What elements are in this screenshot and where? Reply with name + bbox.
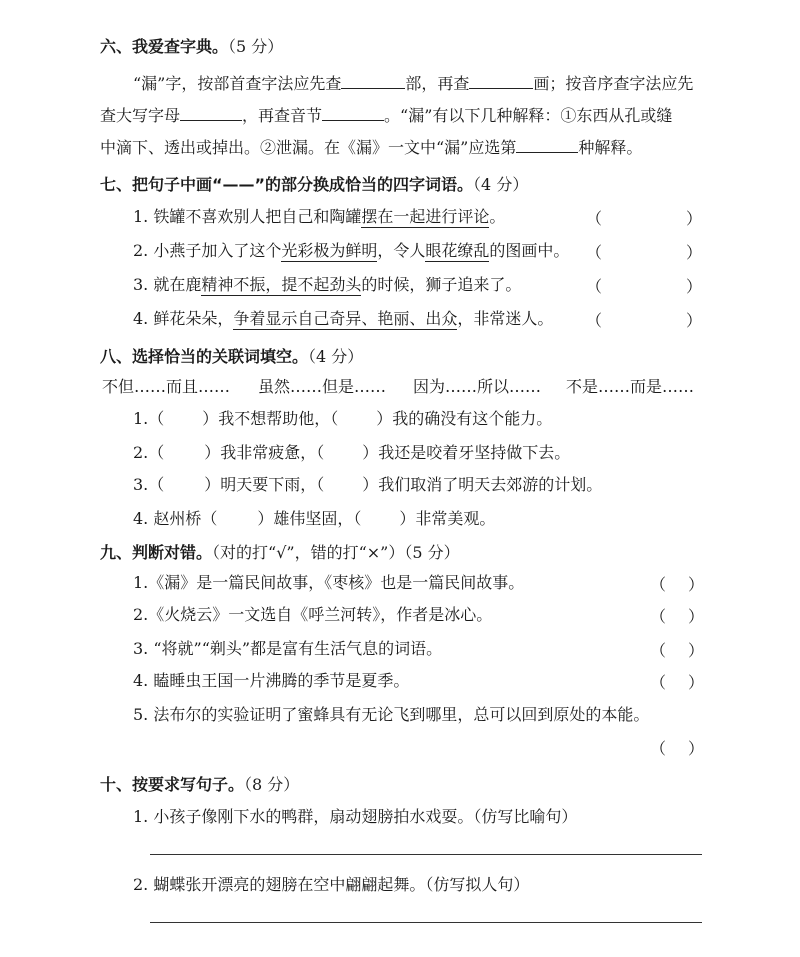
text: ，令人	[377, 241, 426, 260]
section-7-item-3	[133, 274, 521, 296]
section-7-item-2	[133, 240, 569, 262]
text: 3. 就在鹿	[133, 275, 202, 294]
section-9-item-4: 4. 瞌睡虫王国一片沸腾的季节是夏季。	[133, 671, 410, 690]
answer-slot-9-3[interactable]	[666, 640, 688, 658]
text: 1. 铁罐不喜欢别人把自己和陶罐	[133, 207, 362, 226]
answer-paren-close: ）	[686, 311, 703, 330]
section-10-item-2: 2. 蝴蝶张开漂亮的翅膀在空中翩翩起舞。（仿写拟人句）	[133, 875, 530, 894]
conjunction-option: 不是……而是……	[566, 377, 695, 396]
answer-line[interactable]	[150, 854, 702, 855]
text: ）我的确没有这个能力。	[376, 409, 553, 428]
section-9-points: （对的打“√”，错的打“×”）（5 分）	[212, 543, 460, 562]
underlined-phrase: 光彩极为鲜明	[281, 241, 378, 260]
answer-slot-9-5[interactable]	[666, 738, 688, 756]
text: 的时候，狮子追来了。	[361, 275, 522, 294]
text: ）我不想帮助他，（	[202, 409, 339, 428]
blank-capital-letter[interactable]	[180, 104, 242, 121]
section-9-heading	[100, 540, 460, 563]
text: ，再查音节	[242, 106, 323, 125]
section-9-item-3: 3. “将就”“剃头”都是富有生活气息的词语。	[133, 639, 443, 658]
answer-paren-close: ）	[688, 575, 705, 594]
text: 2. 小燕子加入了这个	[133, 241, 282, 260]
section-10-item-1: 1. 小孩子像刚下水的鸭群，扇动翅膀拍水戏耍。（仿写比喻句）	[133, 807, 578, 826]
section-6-line-1	[133, 72, 693, 95]
section-6-heading	[100, 34, 283, 57]
section-10-title: 十、按要求写句子。	[100, 775, 245, 794]
underlined-phrase: 争着显示自己奇异、艳丽、出众	[233, 309, 458, 328]
text: ）雄伟坚固，（	[257, 509, 362, 528]
text: 中滴下、透出或掉出。②泄漏。在《漏》一文中“漏”应选第	[100, 138, 517, 157]
answer-paren-open: （	[586, 277, 603, 296]
text: 的图画中。	[489, 241, 570, 260]
text: ）我们取消了明天去郊游的计划。	[362, 475, 603, 494]
section-8-item-1	[133, 408, 552, 430]
section-7-points: （4 分）	[473, 175, 529, 194]
answer-slot-7-1[interactable]	[604, 208, 684, 226]
text: ）我还是咬着牙坚持做下去。	[362, 443, 571, 462]
text: 1.（	[133, 409, 165, 428]
text: 画；按音序查字法应先	[533, 74, 694, 93]
answer-paren-close: ）	[686, 209, 703, 228]
answer-paren-close: ）	[688, 673, 705, 692]
text: 2.（	[133, 443, 165, 462]
answer-slot-9-1[interactable]	[666, 574, 688, 592]
answer-paren-close: ）	[686, 277, 703, 296]
answer-paren-open: （	[650, 673, 667, 692]
text: 4. 赵州桥（	[133, 509, 218, 528]
section-8-item-4	[133, 508, 495, 530]
section-9-item-5: 5. 法布尔的实验证明了蜜蜂具有无论飞到哪里，总可以回到原处的本能。	[133, 705, 650, 724]
blank-meaning-number[interactable]	[516, 136, 578, 153]
section-9-item-2: 2.《火烧云》一文选自《呼兰河转》，作者是冰心。	[133, 605, 493, 624]
underlined-phrase: 精神不振，提不起劲头	[201, 275, 362, 294]
answer-slot-7-4[interactable]	[604, 310, 684, 328]
section-8-item-3	[133, 474, 602, 496]
section-7-item-1	[133, 206, 505, 228]
section-8-points: （4 分）	[308, 347, 364, 366]
section-7-item-4	[133, 308, 553, 330]
section-8-item-2	[133, 442, 570, 464]
text: 部，再查	[405, 74, 470, 93]
section-6-points: （5 分）	[228, 37, 284, 56]
text: ）明天要下雨，（	[204, 475, 325, 494]
conjunction-option: 因为……所以……	[413, 377, 542, 396]
answer-paren-close: ）	[688, 739, 705, 758]
answer-paren-open: （	[586, 209, 603, 228]
text: 查大写字母	[100, 106, 181, 125]
section-6-line-2	[100, 104, 672, 127]
text: ）我非常疲惫，（	[204, 443, 325, 462]
answer-paren-close: ）	[688, 607, 705, 626]
underlined-phrase: 眼花缭乱	[425, 241, 490, 260]
section-7-heading	[100, 172, 528, 195]
answer-slot-9-4[interactable]	[666, 672, 688, 690]
underlined-phrase: 摆在一起进行评论	[361, 207, 490, 226]
text: 。“漏”有以下几种解释：①东西从孔或缝	[384, 106, 673, 125]
conjunction-option: 不但……而且……	[102, 377, 231, 396]
answer-slot-9-2[interactable]	[666, 606, 688, 624]
blank-syllable[interactable]	[322, 104, 384, 121]
text: 。	[489, 207, 506, 226]
text: 4. 鲜花朵朵，	[133, 309, 234, 328]
text: 3.（	[133, 475, 165, 494]
answer-paren-close: ）	[688, 641, 705, 660]
answer-line[interactable]	[150, 922, 702, 923]
section-6-title: 六、我爱查字典。	[100, 37, 229, 56]
answer-paren-open: （	[650, 739, 667, 758]
blank-stroke-count[interactable]	[469, 72, 533, 89]
section-6-line-3	[100, 136, 642, 159]
answer-paren-open: （	[650, 575, 667, 594]
text: “漏”字，按部首查字法应先查	[133, 74, 342, 93]
section-10-heading	[100, 772, 299, 795]
text: ，非常迷人。	[457, 309, 554, 328]
section-9-item-1: 1.《漏》是一篇民间故事，《枣核》也是一篇民间故事。	[133, 573, 525, 592]
section-8-title: 八、选择恰当的关联词填空。	[100, 347, 309, 366]
answer-paren-open: （	[586, 243, 603, 262]
section-7-title: 七、把句子中画“——”的部分换成恰当的四字词语。	[100, 175, 474, 194]
answer-slot-7-2[interactable]	[604, 242, 684, 260]
section-8-heading	[100, 344, 363, 367]
answer-slot-7-3[interactable]	[604, 276, 684, 294]
text: 种解释。	[578, 138, 643, 157]
section-10-points: （8 分）	[244, 775, 300, 794]
blank-radical[interactable]	[341, 72, 405, 89]
text: ）非常美观。	[399, 509, 496, 528]
answer-paren-close: ）	[686, 243, 703, 262]
answer-paren-open: （	[586, 311, 603, 330]
answer-paren-open: （	[650, 607, 667, 626]
answer-paren-open: （	[650, 641, 667, 660]
conjunction-option: 虽然……但是……	[258, 377, 387, 396]
section-9-title: 九、判断对错。	[100, 543, 213, 562]
